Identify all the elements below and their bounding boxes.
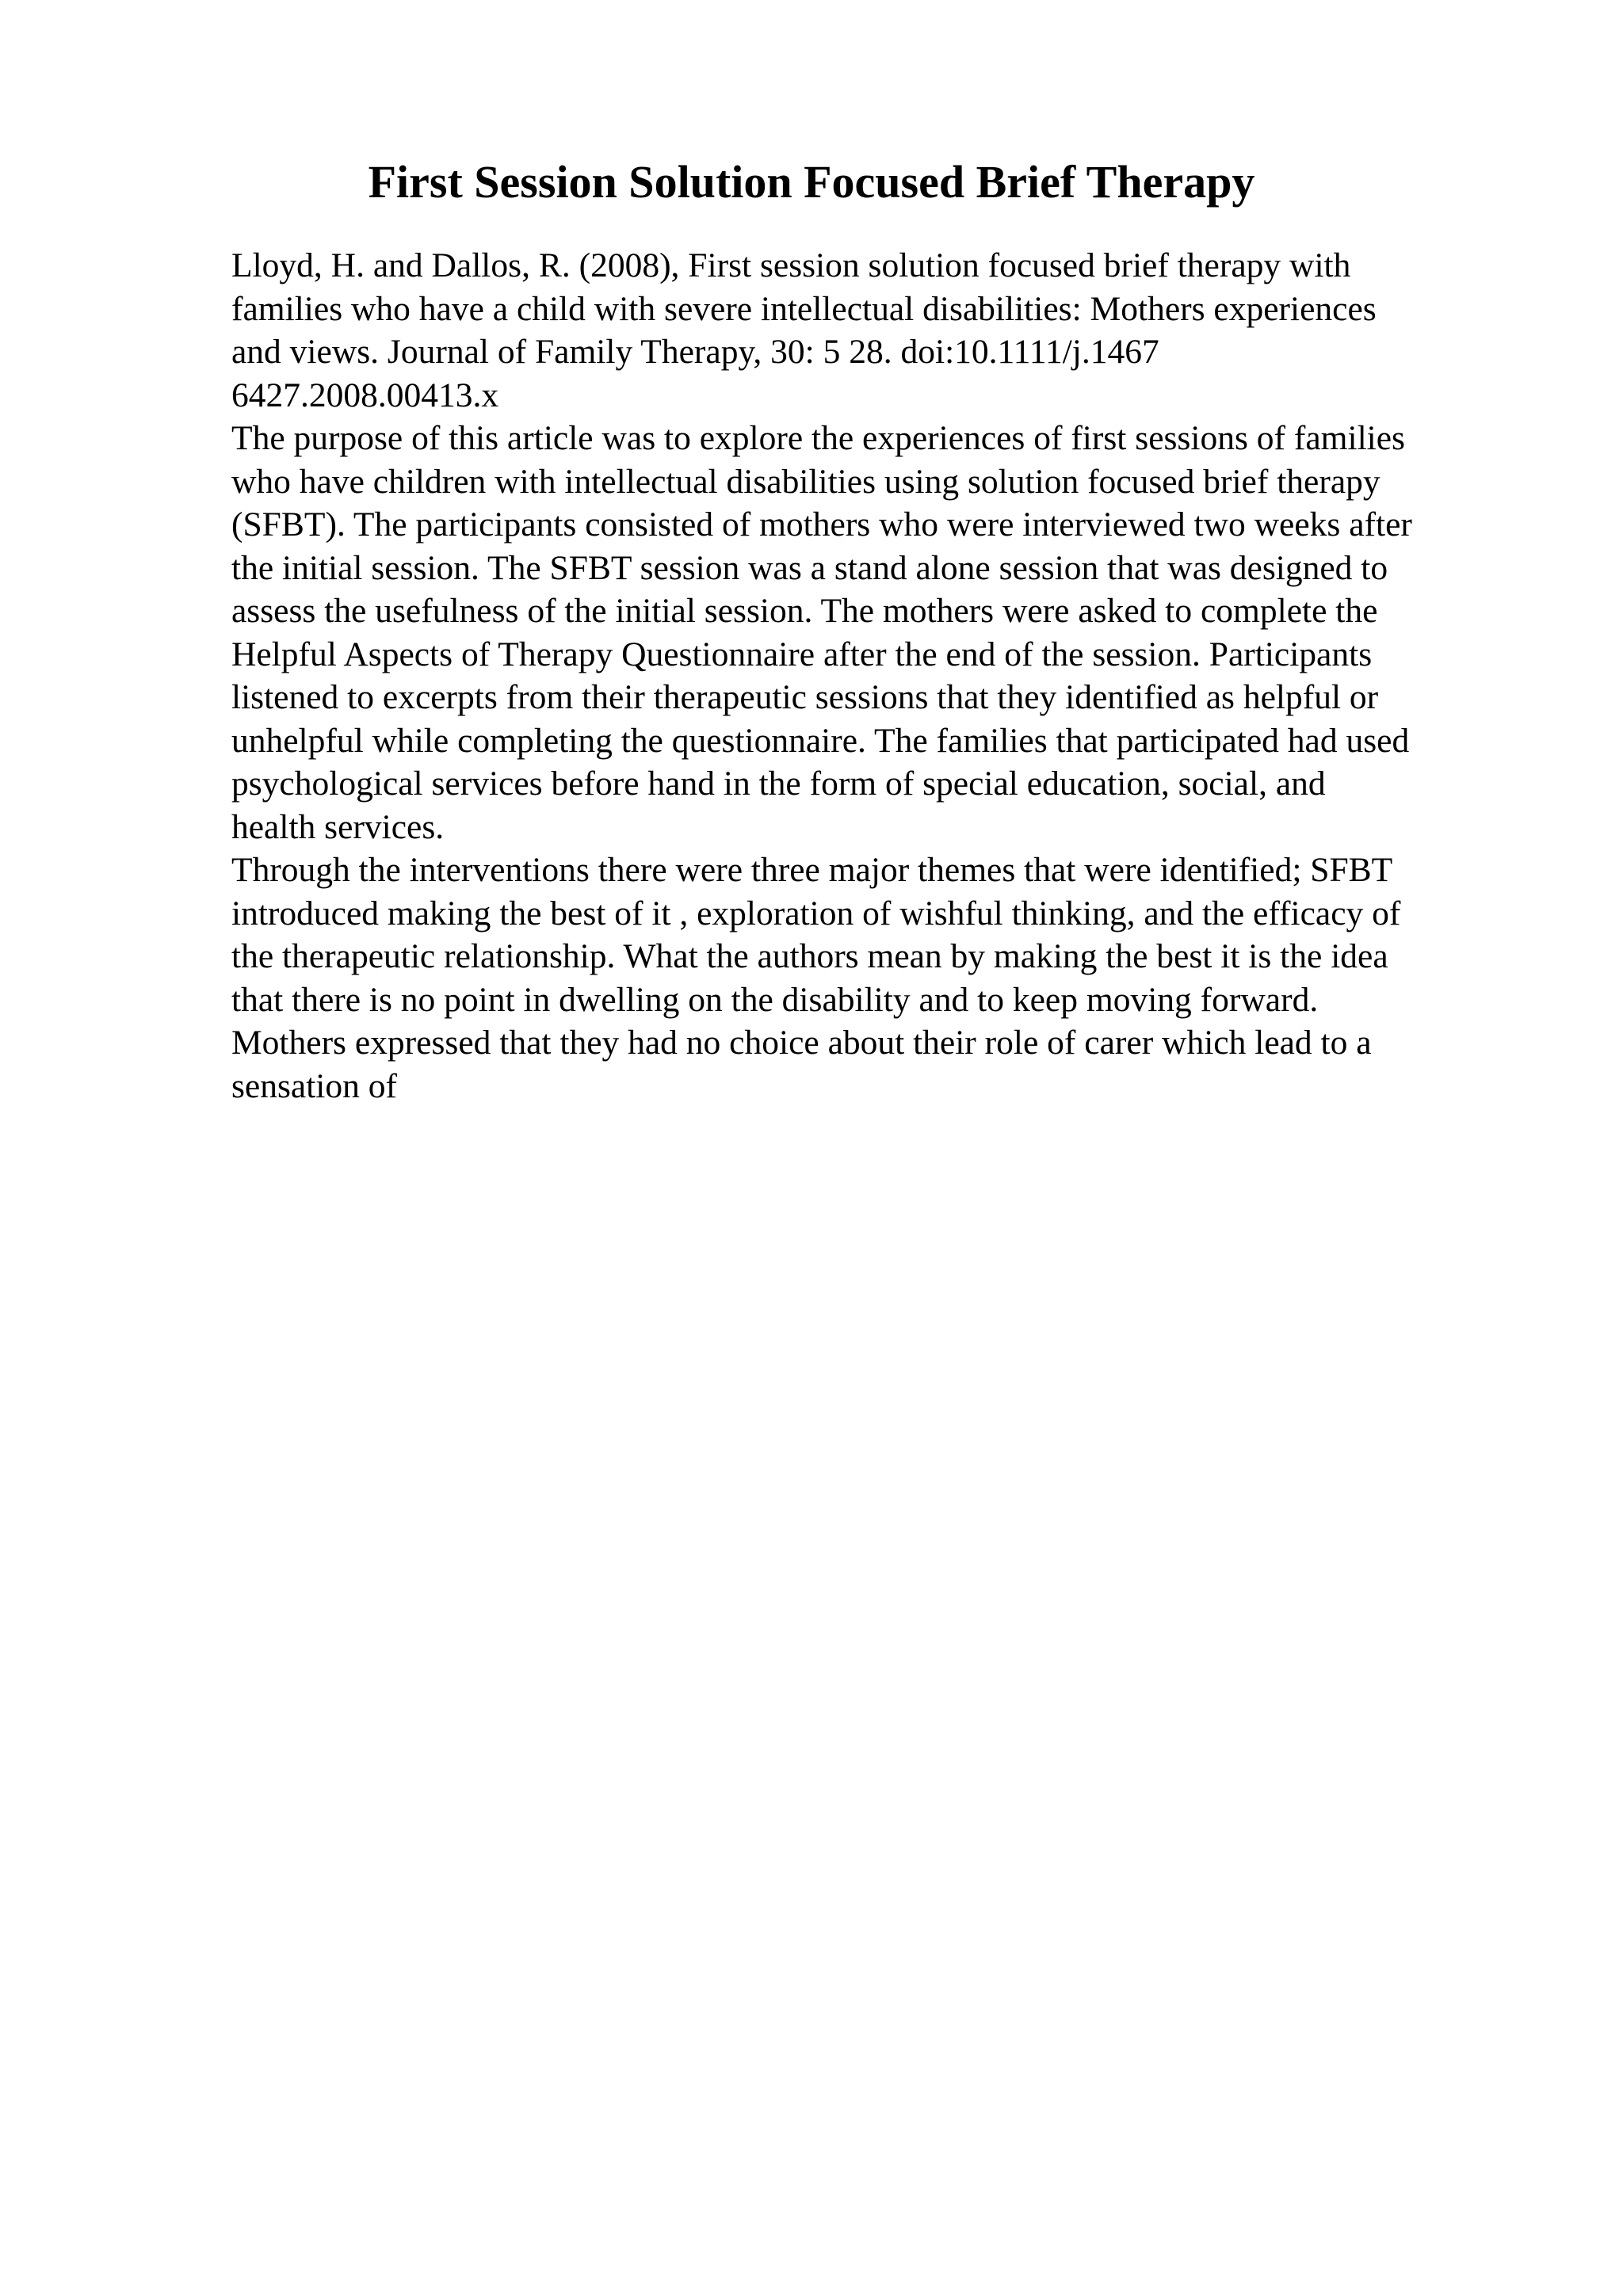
document-body bbox=[231, 244, 1515, 1108]
document-title: First Session Solution Focused Brief Therapy bbox=[368, 156, 1255, 208]
paragraph-line: Helpful Aspects of Therapy Questionnaire after the end of the session. Participants bbox=[231, 635, 1373, 673]
citation-line-2: families who have a child with severe intellectual disabilities: Mothers experiences bbox=[231, 289, 1377, 328]
paragraph-line: the therapeutic relationship. What the authors mean by making the best it is the idea bbox=[231, 937, 1388, 975]
paragraph-line: psychological services before hand in the form of special education, social, and bbox=[231, 765, 1326, 803]
paragraph-line: who have children with intellectual disabilities using solution focused brief therapy bbox=[231, 462, 1381, 501]
paragraph-line: assess the usefulness of the initial session. The mothers were asked to complete the bbox=[231, 592, 1378, 630]
paragraph-line: sensation of bbox=[231, 1066, 398, 1105]
citation-line-1: Lloyd, H. and Dallos, R. (2008), First session solution focused brief therapy with bbox=[231, 246, 1351, 284]
paragraph-line: unhelpful while completing the questionnaire. The families that participated had used bbox=[231, 721, 1410, 760]
paragraph-line: the initial session. The SFBT session was a stand alone session that was designed to bbox=[231, 548, 1388, 587]
paragraph-line: Through the interventions there were three major themes that were identified; SFBT bbox=[231, 851, 1393, 889]
paragraph-line: The purpose of this article was to explore the experiences of first sessions of families bbox=[231, 419, 1405, 457]
citation-line-4: 6427.2008.00413.x bbox=[231, 376, 499, 414]
paragraph-line: Mothers expressed that they had no choice about their role of carer which lead to a bbox=[231, 1024, 1372, 1062]
paragraph-line: that there is no point in dwelling on the disability and to keep moving forward. bbox=[231, 980, 1319, 1019]
paragraph-line: (SFBT). The participants consisted of mothers who were interviewed two weeks after bbox=[231, 505, 1412, 543]
paragraph-line: health services. bbox=[231, 807, 445, 846]
paragraph-line: listened to excerpts from their therapeutic sessions that they identified as helpful or bbox=[231, 678, 1379, 716]
paragraph-line: introduced making the best of it , exploration of wishful thinking, and the efficacy of bbox=[231, 894, 1401, 933]
citation-line-3: and views. Journal of Family Therapy, 30: 5 28. doi:10.1111/j.1467 bbox=[231, 333, 1159, 371]
